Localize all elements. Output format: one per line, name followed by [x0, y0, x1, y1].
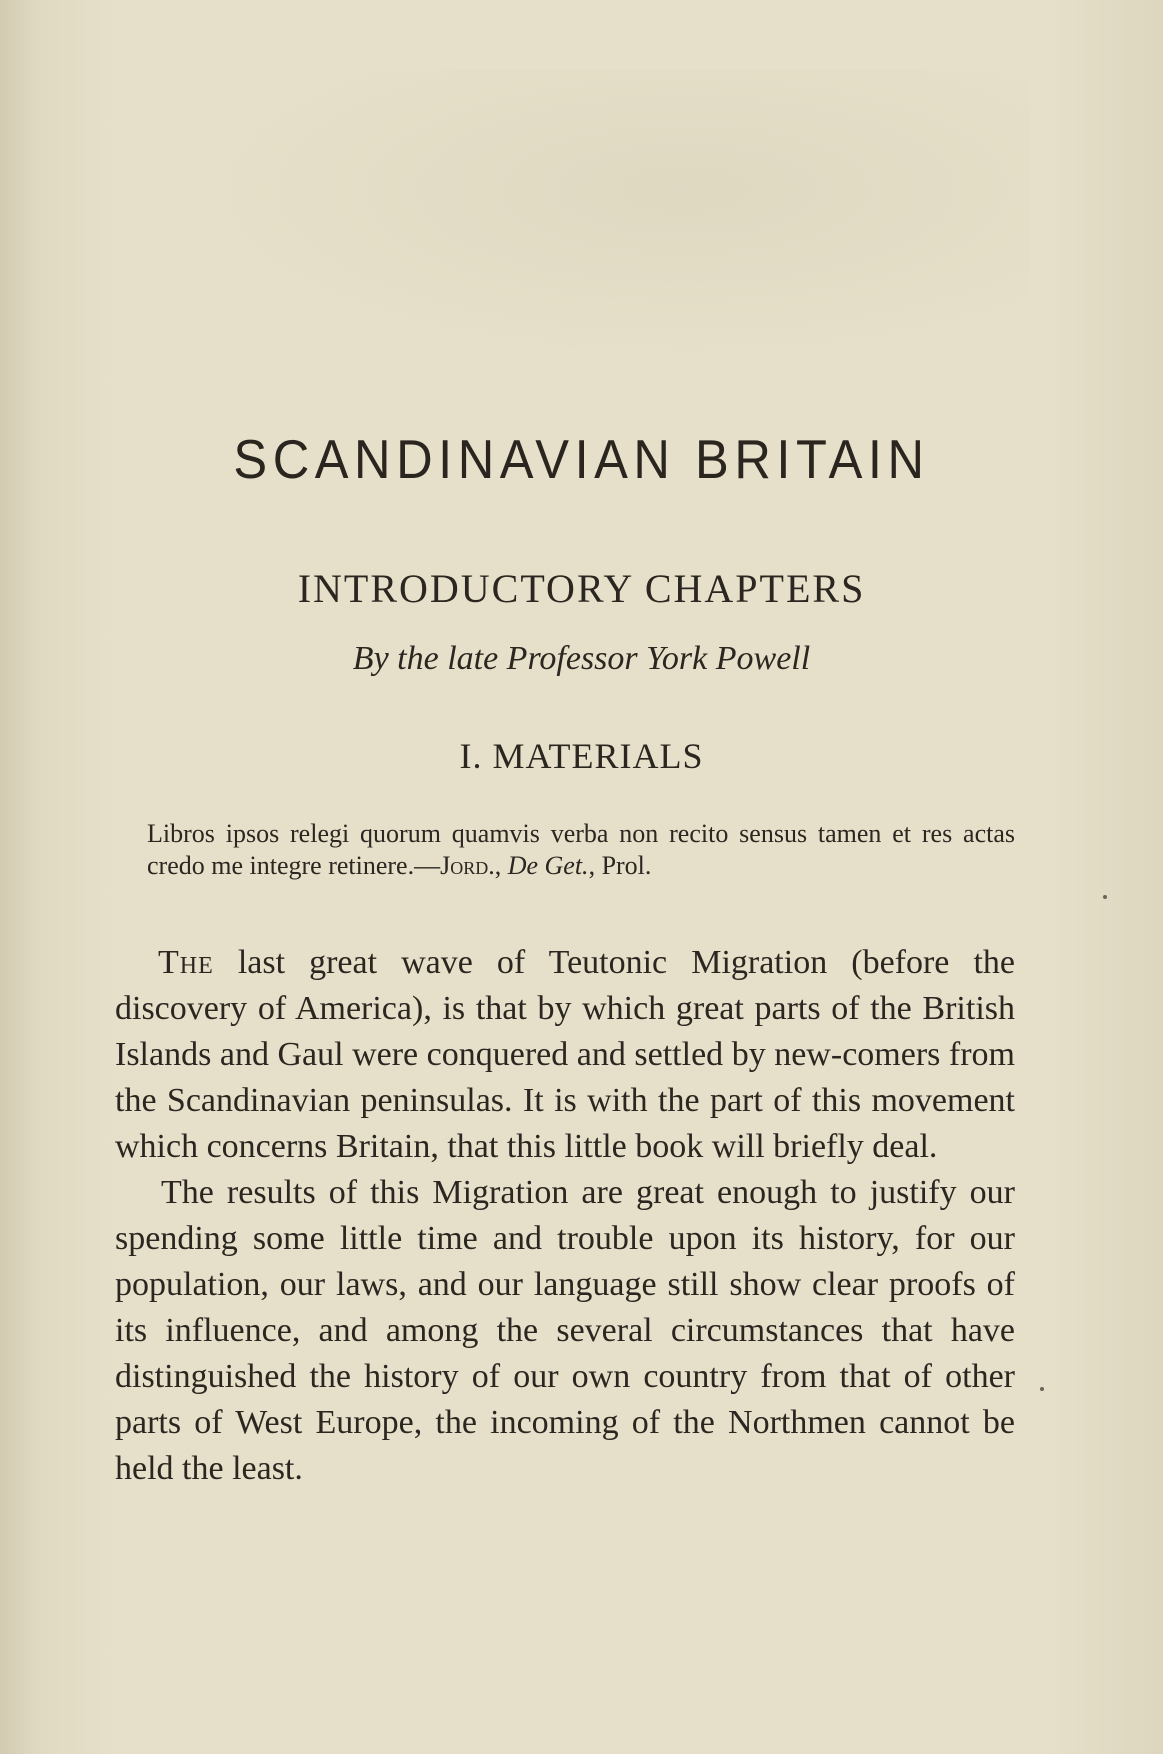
epigraph-work: De Get.: [507, 851, 589, 880]
byline: By the late Professor York Powell: [352, 640, 811, 677]
epigraph: [147, 818, 1015, 882]
paragraph-lead-word: The: [158, 944, 214, 981]
section-heading: I. MATERIALS: [459, 736, 704, 776]
subtitle: INTRODUCTORY CHAPTERS: [297, 566, 866, 611]
epigraph-separator: ,: [494, 851, 508, 880]
paper-speck: [1040, 1387, 1044, 1391]
epigraph-work-rest: , Prol.: [588, 851, 652, 880]
epigraph-text: Libros ipsos relegi quorum quamvis verba non recito sensus tamen et res actas credo me integre retinere.—: [147, 819, 1015, 880]
show-through-stain: [170, 70, 1030, 370]
body-text: [115, 940, 1015, 1492]
paper-speck: [1103, 895, 1107, 899]
book-title: SCANDINAVIAN BRITAIN: [233, 428, 930, 490]
paragraph-1: [115, 940, 1015, 1170]
epigraph-author: Jord.: [440, 851, 495, 880]
paragraph-1-text: last great wave of Teutonic Migration (before the discovery of America), is that by which great parts of the British Islands and Gaul were conquered and settled by new-comers from the Scandinavian peninsulas. It is with the part of this movement which concerns Britain, that this little book will briefly deal.: [115, 944, 1015, 1165]
paragraph-2-text: The results of this Migration are great enough to justify our spending some little time and trouble upon its history, for our population, our laws, and our language still show clear proofs of its influence, and among the several circumstances that have distinguished the history of our own country from that of other parts of West Europe, the incoming of the Northmen cannot be held the least.: [115, 1174, 1015, 1487]
paragraph-2: [115, 1170, 1015, 1492]
